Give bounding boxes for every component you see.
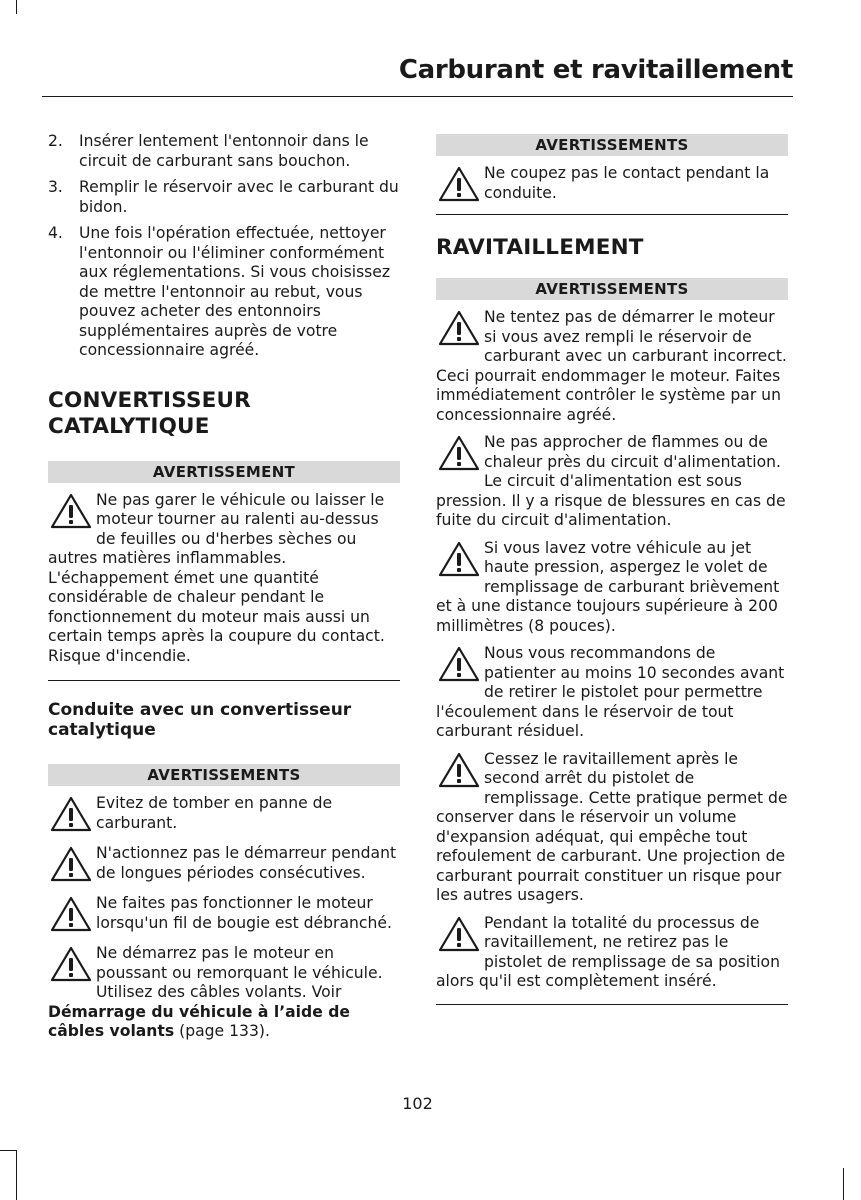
warning-text: Ne pas garer le véhicule ou laisser le moteur tourner au ralenti au-dessus de feuilles ou d'herbes sèches ou autres matières inflammables. L'échappement émet une quantité considérable de chaleur pendant le fonctionnement du moteur mais aussi un certain temps après la coupure du contact. Risque d'incendie. bbox=[48, 490, 385, 665]
warning-triangle-icon bbox=[48, 491, 96, 533]
warning-triangle-icon bbox=[436, 164, 484, 206]
warning-triangle-icon bbox=[48, 794, 96, 836]
warning-triangle-icon bbox=[48, 894, 96, 936]
warning-triangle-icon bbox=[436, 914, 484, 956]
warning-triangle-icon bbox=[436, 644, 484, 686]
warning-text: Ne pas approcher de flammes ou de chaleur près du circuit d'alimentation. Le circuit d'alimentation est sous pression. Il y a risque de blessures en cas de fuite du circuit d'alimentation. bbox=[436, 433, 786, 529]
warning-text: Pendant la totalité du processus de ravitaillement, ne retirez pas le pistolet de remplissage de sa position alors qu'il est complètement inséré. bbox=[436, 913, 780, 990]
warning-item bbox=[436, 308, 788, 425]
divider bbox=[48, 680, 400, 681]
crop-mark-top-left bbox=[16, 0, 17, 14]
list-item bbox=[48, 132, 400, 171]
warning-text: Evitez de tomber en panne de carburant. bbox=[96, 794, 333, 832]
warning-triangle-icon bbox=[436, 539, 484, 581]
warning-item bbox=[436, 644, 788, 742]
page-title: Carburant et ravitaillement bbox=[398, 55, 793, 85]
divider bbox=[436, 1004, 788, 1005]
step-text: Une fois l'opération effectuée, nettoyer l'entonnoir ou l'éliminer conformément aux réglementations. Si vous choisissez de mettre l'entonnoir au rebut, vous pouvez acheter des entonnoirs supplémentaires auprès de votre concessionnaire agréé. bbox=[79, 224, 391, 359]
warning-triangle-icon bbox=[436, 308, 484, 350]
warning-item bbox=[436, 750, 788, 906]
step-number: 3. bbox=[48, 178, 63, 196]
warnings-header: AVERTISSEMENTS bbox=[436, 134, 788, 156]
right-column bbox=[436, 132, 788, 1005]
warning-item bbox=[436, 164, 788, 206]
list-item bbox=[48, 178, 400, 217]
list-item bbox=[48, 224, 400, 361]
warning-text: N'actionnez pas le démarreur pendant de longues périodes consécutives. bbox=[96, 844, 397, 882]
heading-line: CATALYTIQUE bbox=[48, 413, 210, 439]
warning-item bbox=[436, 433, 788, 531]
catalytic-converter-heading bbox=[48, 388, 400, 440]
warning-item bbox=[436, 539, 788, 637]
warning-triangle-icon bbox=[48, 844, 96, 886]
warnings-header: AVERTISSEMENTS bbox=[436, 278, 788, 300]
warning-header: AVERTISSEMENT bbox=[48, 461, 400, 483]
crop-mark-bottom-left-v bbox=[16, 1150, 17, 1200]
catalytic-driving-heading: Conduite avec un convertisseur catalytique bbox=[48, 700, 352, 740]
step-number: 2. bbox=[48, 132, 63, 150]
page-reference: (page 133). bbox=[174, 1022, 270, 1040]
step-number: 4. bbox=[48, 224, 63, 242]
warning-text: Ne tentez pas de démarrer le moteur si vous avez rempli le réservoir de carburant avec un carburant incorrect. Ceci pourrait endommager le moteur. Faites immédiatement contrôler le système par un concessionnaire agréé. bbox=[436, 308, 787, 424]
warning-item bbox=[436, 914, 788, 992]
crop-mark-bottom-right bbox=[843, 1168, 844, 1200]
warning-text: Ne coupez pas le contact pendant la conduite. bbox=[484, 164, 770, 202]
step-text: Insérer lentement l'entonnoir dans le circuit de carburant sans bouchon. bbox=[79, 132, 369, 170]
warning-item bbox=[48, 794, 400, 836]
warning-item bbox=[48, 491, 400, 667]
step-text: Remplir le réservoir avec le carburant du bidon. bbox=[79, 178, 399, 216]
warnings-header: AVERTISSEMENTS bbox=[48, 764, 400, 786]
header-rule bbox=[42, 96, 793, 97]
warning-text: Nous vous recommandons de patienter au moins 10 secondes avant de retirer le pistolet pour permettre l'écoulement dans le réservoir de tout carburant résiduel. bbox=[436, 644, 785, 740]
warning-triangle-icon bbox=[48, 944, 96, 986]
crop-mark-bottom-left-h bbox=[0, 1150, 16, 1151]
warning-text: Ne démarrez pas le moteur en poussant ou remorquant le véhicule. Utilisez des câbles volants. Voir bbox=[96, 944, 383, 1001]
warning-item bbox=[48, 844, 400, 886]
warning-text: Si vous lavez votre véhicule au jet haute pression, aspergez le volet de remplissage de carburant brièvement et à une distance toujours supérieure à 200 millimètres (8 pouces). bbox=[436, 538, 780, 635]
heading-line: CONVERTISSEUR bbox=[48, 387, 251, 413]
warning-triangle-icon bbox=[436, 750, 484, 792]
cross-reference-link[interactable]: Démarrage du véhicule à l’aide de câbles volants bbox=[48, 1002, 350, 1040]
page-number: 102 bbox=[402, 1094, 433, 1113]
warning-item bbox=[48, 894, 400, 936]
divider bbox=[436, 214, 788, 215]
refuel-heading: RAVITAILLEMENT bbox=[436, 235, 644, 260]
warning-triangle-icon bbox=[436, 433, 484, 475]
left-column bbox=[48, 132, 400, 1042]
refuel-steps-list bbox=[48, 132, 400, 361]
warning-item bbox=[48, 944, 400, 1042]
warning-text: Cessez le ravitaillement après le second arrêt du pistolet de remplissage. Cette pratique permet de conserver dans le réservoir un volume d'expansion adéquat, qui empêche tout refoulement de carburant. Une projection de carburant pourrait constituer un risque pour les autres usagers. bbox=[436, 749, 788, 904]
warning-text: Ne faites pas fonctionner le moteur lorsqu'un fil de bougie est débranché. bbox=[96, 894, 392, 932]
